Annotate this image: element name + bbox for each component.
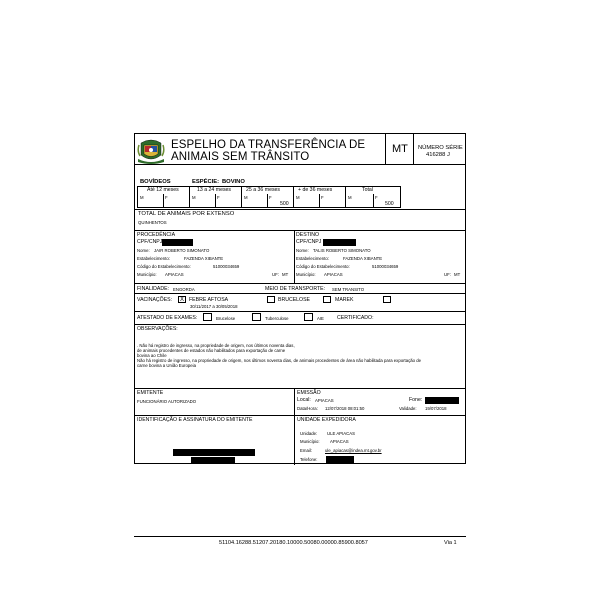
observacao-line: Não há registro de ingresso, na propriedade de origem, nos últimos noventa dias, de animais procedentes de área não habilitada para exportação de bbox=[137, 358, 422, 363]
age-col-4: Total M F 500 bbox=[348, 187, 394, 207]
transfer-form: ESPELHO DA TRANSFERÊNCIA DE ANIMAIS SEM TRÂNSITO MT NÚMERO SÉRIE 416288 J BOVÍDEOS ESPÉCIE: BOVINO Até 12 meses M F 13 a 24 meses M F 25 a 36 meses M F 500 + de 36 meses M F Total M F 500 TOTAL DE ANIMAIS POR EXTENSO QUINHENTOS PROCEDÊNCIA CPF/CNPJ Nome: JAIR ROBERTO SIMONATO Estabelecimento: FAZENDA XIBANTE Código do Estabelecimento: 51000034659 Município: APIACAS UF: MT DESTINO CPF/CNPJ Nome: TALIS ROBERTO SIMONATO Estabelecimento: FAZENDA XIBANTE Código do Estabelecimento: 51000034659 Município: APIACAS UF: MT FINALIDADE: ENGORDA MEIO DE TRANSPORTE: SEM TRANSITO VACINAÇÕES: X FEBRE AFTOSA 30/11/2017 a 30/05/2018 BRUCELOSE MAREK ATESTADO DE EXAMES: Brucelose Tuberculose AIE CERTIFICADO: OBSERVAÇÕES: . Não há registro de ingresso, na propriedade de origem, nos últimos noventa dias, de animais procedentes de estados não habilitados para exportação de carne bovina ao Chile Não há registro de ingresso, na propriedade de origem, nos últimos noventa dias, de animais procedentes de área não habilitada para exportação de carne bovina a União Europeia EMITENTE FUNCIONÁRIO AUTORIZADO EMISSÃO Local: APIACAS Fone: Data/Hora: 12/07/2018 08:01:50 Validade: 19/07/2018 IDENTIFICAÇÃO E ASSINATURA DO EMITENTE UNIDADE EXPEDIDORA Unidade: ULE APIACAS Município: APIACAS Email: ule_apiacas@indea.mt.gov.br Telefone: bbox=[134, 133, 466, 464]
numero-serie-value: 416288 J bbox=[426, 152, 450, 158]
meio-transporte-label: MEIO DE TRANSPORTE: bbox=[265, 286, 326, 292]
observacao-line: de animais procedentes de estados não habilitados para exportação de carne bbox=[137, 348, 286, 353]
observacoes-label: OBSERVAÇÕES: bbox=[137, 326, 178, 332]
destino-estab: FAZENDA XIBANTE bbox=[343, 256, 383, 261]
age-col-label: Total bbox=[362, 187, 373, 193]
exames-label: ATESTADO DE EXAMES: bbox=[137, 315, 198, 321]
destino-section: DESTINO CPF/CNPJ Nome: TALIS ROBERTO SIMONATO Estabelecimento: FAZENDA XIBANTE Código do Estabelecimento: 51000034659 Município: APIACAS UF: MT bbox=[296, 232, 461, 277]
unidade-email-link[interactable]: ule_apiacas@indea.mt.gov.br bbox=[325, 448, 382, 453]
vacinacoes-label: VACINAÇÕES: bbox=[137, 297, 173, 303]
procedencia-nome: JAIR ROBERTO SIMONATO bbox=[154, 248, 210, 253]
redacted-cpf bbox=[323, 239, 356, 246]
procedencia-codigo: 51000034659 bbox=[213, 264, 240, 269]
form-title-line2: ANIMAIS SEM TRÂNSITO bbox=[171, 151, 310, 163]
age-col-value: 500 bbox=[280, 201, 289, 207]
form-title-line1: ESPELHO DA TRANSFERÊNCIA DE bbox=[171, 139, 366, 151]
procedencia-municipio: APIACAS bbox=[165, 272, 184, 277]
redacted-cpf bbox=[162, 239, 193, 246]
age-col-3: + de 36 meses M F bbox=[293, 186, 345, 208]
emissao-datahora: 12/07/2018 08:01:50 bbox=[325, 406, 365, 411]
emissao-validade: 19/07/2018 bbox=[425, 406, 447, 411]
age-col-0: Até 12 meses M F bbox=[137, 186, 189, 208]
certificado-label: CERTIFICADO: bbox=[337, 315, 374, 321]
uf-label: MT bbox=[392, 143, 408, 155]
emitente-value: FUNCIONÁRIO AUTORIZADO bbox=[137, 399, 197, 404]
destino-cpf-label: CPF/CNPJ bbox=[296, 239, 322, 245]
emissao-local: APIACAS bbox=[315, 398, 334, 403]
procedencia-label: PROCEDÊNCIA bbox=[137, 232, 176, 238]
especie-value: BOVINO bbox=[222, 179, 245, 185]
procedencia-estab: FAZENDA XIBANTE bbox=[184, 256, 224, 261]
unidade-expedidora-label: UNIDADE EXPEDIDORA bbox=[297, 417, 356, 423]
febre-aftosa-dates: 30/11/2017 a 30/05/2018 bbox=[190, 304, 238, 309]
febre-aftosa-label: FEBRE AFTOSA bbox=[189, 297, 229, 303]
tuberculose-checkbox[interactable] bbox=[252, 313, 261, 321]
total-extenso-value: QUINHENTOS bbox=[138, 220, 167, 225]
redacted-phone bbox=[425, 397, 459, 404]
age-col-1: 13 a 24 meses M F bbox=[189, 186, 241, 208]
observacao-line: carne bovina a União Europeia bbox=[137, 363, 197, 368]
redacted-signature-name bbox=[173, 449, 255, 456]
brucelose-exam-label: Brucelose bbox=[216, 316, 236, 321]
age-col-label: 13 a 24 meses bbox=[197, 187, 232, 193]
procedencia-uf: MT bbox=[282, 272, 289, 277]
finalidade-label: FINALIDADE: bbox=[137, 286, 169, 292]
extra-vac-checkbox[interactable] bbox=[383, 296, 391, 303]
redacted-signature-id bbox=[191, 457, 235, 463]
age-col-label: Até 12 meses bbox=[147, 187, 179, 193]
age-col-2: 25 a 36 meses M F 500 bbox=[244, 187, 289, 207]
age-col-label: 25 a 36 meses bbox=[246, 187, 281, 193]
aie-checkbox[interactable] bbox=[304, 313, 313, 321]
footer-via: Via 1 bbox=[444, 540, 457, 546]
aie-label: AIE bbox=[317, 316, 324, 321]
brucelose-vac-checkbox[interactable] bbox=[267, 296, 275, 303]
observacao-line: . Não há registro de ingresso, na propriedade de origem, nos últimos noventa dias, bbox=[137, 343, 295, 348]
especie-label: ESPÉCIE: bbox=[192, 179, 220, 185]
brucelose-exam-checkbox[interactable] bbox=[203, 313, 212, 321]
marek-label: MAREK bbox=[335, 297, 354, 303]
assinatura-label: IDENTIFICAÇÃO E ASSINATURA DO EMITENTE bbox=[137, 417, 253, 423]
emitente-label: EMITENTE bbox=[137, 390, 164, 396]
emissao-label: EMISSÃO bbox=[297, 390, 321, 396]
state-coat-of-arms-icon bbox=[137, 137, 165, 164]
destino-label: DESTINO bbox=[296, 232, 320, 238]
destino-codigo: 51000034659 bbox=[372, 264, 399, 269]
unidade-value: ULE APIACAS bbox=[327, 431, 355, 436]
finalidade-value: ENGORDA bbox=[173, 287, 195, 292]
destino-municipio: APIACAS bbox=[324, 272, 343, 277]
total-extenso-label: TOTAL DE ANIMAIS POR EXTENSO bbox=[138, 211, 235, 217]
redacted-telephone bbox=[326, 456, 354, 463]
unidade-municipio: APIACAS bbox=[330, 439, 349, 444]
destino-uf: MT bbox=[454, 272, 461, 277]
age-col-label: + de 36 meses bbox=[298, 187, 333, 193]
footer-rule bbox=[134, 536, 466, 537]
febre-aftosa-checkbox[interactable]: X bbox=[179, 297, 184, 303]
age-col-value: 500 bbox=[385, 201, 394, 207]
meio-transporte-value: SEM TRANSITO bbox=[332, 287, 365, 292]
footer-code: 51104.16288.51207.20180.10000.50080.00000.85900.8057 bbox=[219, 540, 368, 546]
tuberculose-label: Tuberculose bbox=[265, 316, 289, 321]
observacao-line: bovina ao Chile bbox=[137, 353, 167, 358]
numero-serie-label: NÚMERO SÉRIE bbox=[418, 145, 463, 151]
procedencia-section: PROCEDÊNCIA CPF/CNPJ Nome: JAIR ROBERTO SIMONATO Estabelecimento: FAZENDA XIBANTE Código do Estabelecimento: 51000034659 Município: APIACAS UF: MT bbox=[137, 232, 289, 277]
marek-checkbox[interactable] bbox=[323, 296, 331, 303]
procedencia-cpf-label: CPF/CNPJ bbox=[137, 239, 163, 245]
animal-group-label: BOVÍDEOS bbox=[140, 179, 171, 185]
destino-nome: TALIS ROBERTO SIMONATO bbox=[313, 248, 371, 253]
brucelose-vac-label: BRUCELOSE bbox=[278, 297, 310, 303]
